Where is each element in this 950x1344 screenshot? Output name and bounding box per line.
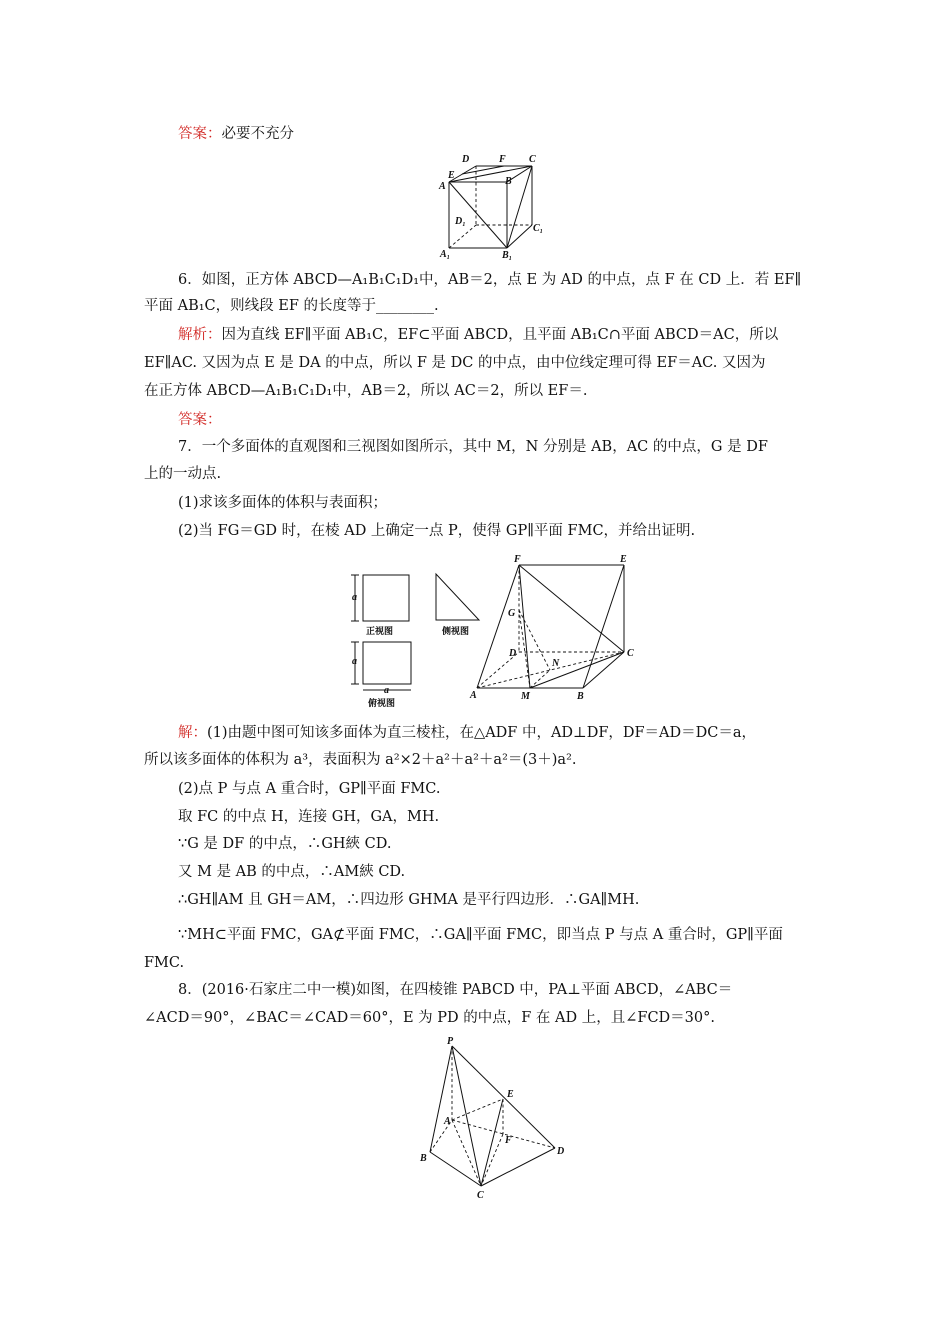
label-A1: A₁ (440, 249, 451, 260)
sol7-l5: ∵G 是 DF 的中点，∴GH綊 CD. (178, 836, 392, 852)
answer-label: 答案： (178, 126, 222, 142)
q6-line2: 平面 AB₁C，则线段 EF 的长度等于________. (144, 298, 439, 314)
label-C8: C (477, 1190, 484, 1201)
analysis6-line1 (178, 325, 778, 345)
front-dim: a (352, 592, 357, 603)
q7-line2: 上的一动点. (144, 466, 222, 482)
label-A7: A (470, 690, 477, 701)
q8-line2: ∠ACD＝90°，∠BAC＝∠CAD＝60°，E 为 PD 的中点，F 在 AD 上，且∠FCD＝30°. (144, 1010, 715, 1026)
top-view-label: 俯视图 (368, 699, 396, 709)
q6-line1: 6．如图，正方体 ABCD—A₁B₁C₁D₁中，AB＝2，点 E 为 AD 的中点，点 F 在 CD 上．若 EF∥ (178, 272, 802, 288)
label-B7: B (577, 691, 584, 702)
sol7-l6: 又 M 是 AB 的中点，∴AM綊 CD. (178, 864, 406, 880)
analysis6-text1: 因为直线 EF∥平面 AB₁C，EF⊂平面 ABCD，且平面 AB₁C∩平面 ABCD＝AC，所以 (221, 327, 779, 343)
answer-text: 必要不充分 (221, 126, 294, 142)
prism-labels (469, 554, 634, 702)
sol7-l8: ∵MH⊂平面 FMC，GA⊄平面 FMC，∴GA∥平面 FMC，即当点 P 与点 A 重合时，GP∥平面 (178, 927, 783, 943)
label-B1: B₁ (502, 250, 513, 261)
sol7-label: 解： (178, 725, 207, 741)
front-view (363, 575, 409, 621)
top-view (363, 642, 411, 684)
prism-edges (477, 565, 624, 688)
label-P8: P (447, 1036, 454, 1047)
label-C1: C₁ (533, 223, 544, 234)
label-B8: B (420, 1153, 427, 1164)
label-D7: D (509, 648, 517, 659)
q7-part2: (2)当 FG＝GD 时，在棱 AD 上确定一点 P，使得 GP∥平面 FMC，并给出证明. (178, 523, 696, 539)
sol7-l9: FMC. (144, 955, 185, 971)
label-E7: E (620, 554, 627, 565)
sol7-l3: (2)点 P 与点 A 重合时，GP∥平面 FMC. (178, 781, 441, 797)
pyramid-edges (430, 1046, 555, 1186)
label-N7: N (552, 658, 560, 669)
analysis6-line2: EF∥AC. 又因为点 E 是 DA 的中点，所以 F 是 DC 的中点，由中位线定理可得 EF＝AC. 又因为 (144, 355, 766, 371)
cube-labels (438, 154, 543, 261)
sol7-l1 (178, 723, 756, 743)
sol7-text1: (1)由题中图可知该多面体为直三棱柱，在△ADF 中，AD⊥DF，DF＝AD＝DC＝a， (207, 725, 757, 741)
answer-5 (178, 124, 294, 144)
label-C7: C (627, 648, 634, 659)
label-M7: M (521, 691, 530, 702)
label-D: D (462, 154, 470, 165)
top-dim-h: a (384, 685, 389, 696)
side-view-label: 侧视图 (442, 627, 470, 637)
sol7-l7: ∴GH∥AM 且 GH＝AM，∴四边形 GHMA 是平行四边形．∴GA∥MH. (178, 892, 640, 908)
label-G7: G (508, 608, 516, 619)
q7-line1: 7．一个多面体的直观图和三视图如图所示，其中 M，N 分别是 AB，AC 的中点，G 是 DF (178, 439, 768, 455)
analysis6-line3: 在正方体 ABCD—A₁B₁C₁D₁中，AB＝2，所以 AC＝2，所以 EF＝. (144, 383, 588, 399)
label-A8: A (444, 1116, 451, 1127)
q8-line1: 8．(2016·石家庄二中一模)如图，在四棱锥 PABCD 中，PA⊥平面 ABCD，∠ABC＝ (178, 982, 733, 998)
answer-6 (178, 410, 222, 430)
pyramid-labels (419, 1036, 564, 1201)
label-F8: F (505, 1135, 512, 1146)
sol7-l4: 取 FC 的中点 H，连接 GH，GA，MH. (178, 809, 440, 825)
label-D1: D₁ (455, 216, 466, 227)
label-D8: D (557, 1146, 565, 1157)
q7-part1: (1)求该多面体的体积与表面积； (178, 495, 388, 511)
front-view-label: 正视图 (366, 627, 394, 637)
sol7-l2: 所以该多面体的体积为 a³，表面积为 a²×2＋a²＋a²＋a²＝(3＋)a². (144, 752, 577, 768)
label-F: F (499, 154, 506, 165)
answer6-label: 答案： (178, 412, 222, 428)
label-F7: F (514, 554, 521, 565)
cube-edges (449, 166, 532, 248)
label-C: C (529, 154, 536, 165)
top-dim-v: a (352, 656, 357, 667)
label-A: A (439, 181, 446, 192)
label-E8: E (507, 1089, 514, 1100)
label-B: B (505, 176, 512, 187)
analysis-label: 解析： (178, 327, 222, 343)
side-view (436, 574, 479, 620)
label-E: E (448, 170, 455, 181)
three-views (351, 574, 479, 709)
